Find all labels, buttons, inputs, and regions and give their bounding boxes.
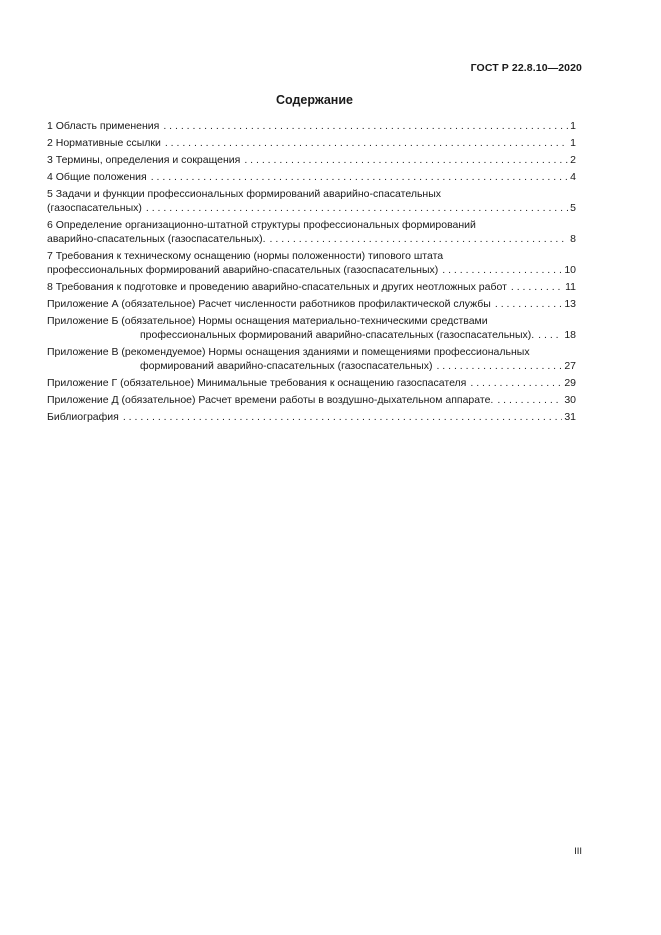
toc-leader-dots bbox=[470, 376, 562, 390]
toc-leader-dots bbox=[146, 201, 568, 215]
toc-entry-text: Библиография bbox=[47, 411, 119, 423]
toc-entry-text: 5 Задачи и функции профессиональных формирований аварийно-спасательных bbox=[47, 188, 442, 200]
toc-page-number: 4 bbox=[570, 171, 576, 183]
toc-entry[interactable] bbox=[47, 153, 576, 167]
toc-entry[interactable] bbox=[47, 170, 576, 184]
toc-entry-text: Приложение А (обязательное) Расчет численности работников профилактической службы bbox=[47, 298, 491, 310]
toc-entry[interactable] bbox=[47, 314, 576, 342]
toc-leader-dots bbox=[436, 359, 562, 373]
toc-page-number: 27 bbox=[564, 360, 576, 372]
toc-leader-dots bbox=[165, 136, 568, 150]
toc-entry-text: 8 Требования к подготовке и проведению аварийно-спасательных и других неотложных работ bbox=[47, 281, 507, 293]
toc-leader-dots bbox=[123, 410, 562, 424]
toc-page-number: 18 bbox=[564, 329, 576, 341]
toc-entry-text: Приложение Б (обязательное) Нормы оснащения материально-техническими средствами bbox=[47, 315, 488, 327]
toc-leader-dots bbox=[511, 280, 563, 294]
toc-leader-dots bbox=[495, 297, 562, 311]
toc-page-number: 11 bbox=[565, 281, 576, 293]
toc-leader-dots bbox=[151, 170, 568, 184]
toc-entry[interactable] bbox=[47, 136, 576, 150]
toc-entry[interactable] bbox=[47, 376, 576, 390]
toc-entry[interactable] bbox=[47, 249, 576, 277]
toc-page-number: 30 bbox=[564, 394, 576, 406]
toc-leader-dots bbox=[442, 263, 562, 277]
toc-leader-dots bbox=[538, 328, 562, 342]
toc-page-number: 10 bbox=[564, 264, 576, 276]
table-of-contents bbox=[47, 119, 576, 427]
toc-leader-dots bbox=[270, 232, 569, 246]
toc-entry[interactable] bbox=[47, 393, 576, 407]
toc-entry-text: профессиональных формирований аварийно-спасательных (газоспасательных) bbox=[47, 264, 439, 276]
document-code: ГОСТ Р 22.8.10—2020 bbox=[470, 62, 582, 74]
toc-page-number: 5 bbox=[570, 202, 576, 214]
toc-page-number: 1 bbox=[570, 137, 576, 149]
toc-entry[interactable] bbox=[47, 119, 576, 133]
toc-entry-text: формирований аварийно-спасательных (газоспасательных) bbox=[140, 360, 433, 372]
toc-entry-text: 2 Нормативные ссылки bbox=[47, 137, 161, 149]
toc-entry[interactable] bbox=[47, 297, 576, 311]
toc-entry-text: 1 Область применения bbox=[47, 120, 160, 132]
toc-entry-text: 3 Термины, определения и сокращения bbox=[47, 154, 241, 166]
page-number: III bbox=[574, 846, 582, 857]
toc-entry-text: 6 Определение организационно-штатной структуры профессиональных формирований bbox=[47, 219, 476, 231]
toc-page-number: 29 bbox=[564, 377, 576, 389]
toc-page-number: 1 bbox=[570, 120, 576, 132]
toc-entry-text: профессиональных формирований аварийно-спасательных (газоспасательных). bbox=[140, 329, 535, 341]
toc-entry[interactable] bbox=[47, 345, 576, 373]
toc-entry[interactable] bbox=[47, 187, 576, 215]
toc-entry-text: Приложение Г (обязательное) Минимальные требования к оснащению газоспасателя bbox=[47, 377, 467, 389]
toc-entry-text: аварийно-спасательных (газоспасательных). bbox=[47, 233, 266, 245]
toc-entry-text: 4 Общие положения bbox=[47, 171, 147, 183]
toc-page-number: 13 bbox=[564, 298, 576, 310]
toc-entry[interactable] bbox=[47, 410, 576, 424]
toc-page-number: 2 bbox=[570, 154, 576, 166]
toc-entry-text: 7 Требования к техническому оснащению (нормы положенности) типового штата bbox=[47, 250, 444, 262]
toc-page-number: 8 bbox=[570, 233, 576, 245]
toc-entry-text: Приложение В (рекомендуемое) Нормы оснащения зданиями и помещениями профессиональных bbox=[47, 346, 530, 358]
toc-leader-dots bbox=[163, 119, 568, 133]
toc-title: Содержание bbox=[275, 93, 353, 107]
toc-entry[interactable] bbox=[47, 218, 576, 246]
toc-entry-text: Приложение Д (обязательное) Расчет времени работы в воздушно-дыхательном аппарате. bbox=[47, 394, 494, 406]
toc-entry[interactable] bbox=[47, 280, 576, 294]
toc-leader-dots bbox=[244, 153, 568, 167]
toc-page-number: 31 bbox=[564, 411, 576, 423]
toc-entry-text: (газоспасательных) bbox=[47, 202, 142, 214]
toc-leader-dots bbox=[497, 393, 562, 407]
